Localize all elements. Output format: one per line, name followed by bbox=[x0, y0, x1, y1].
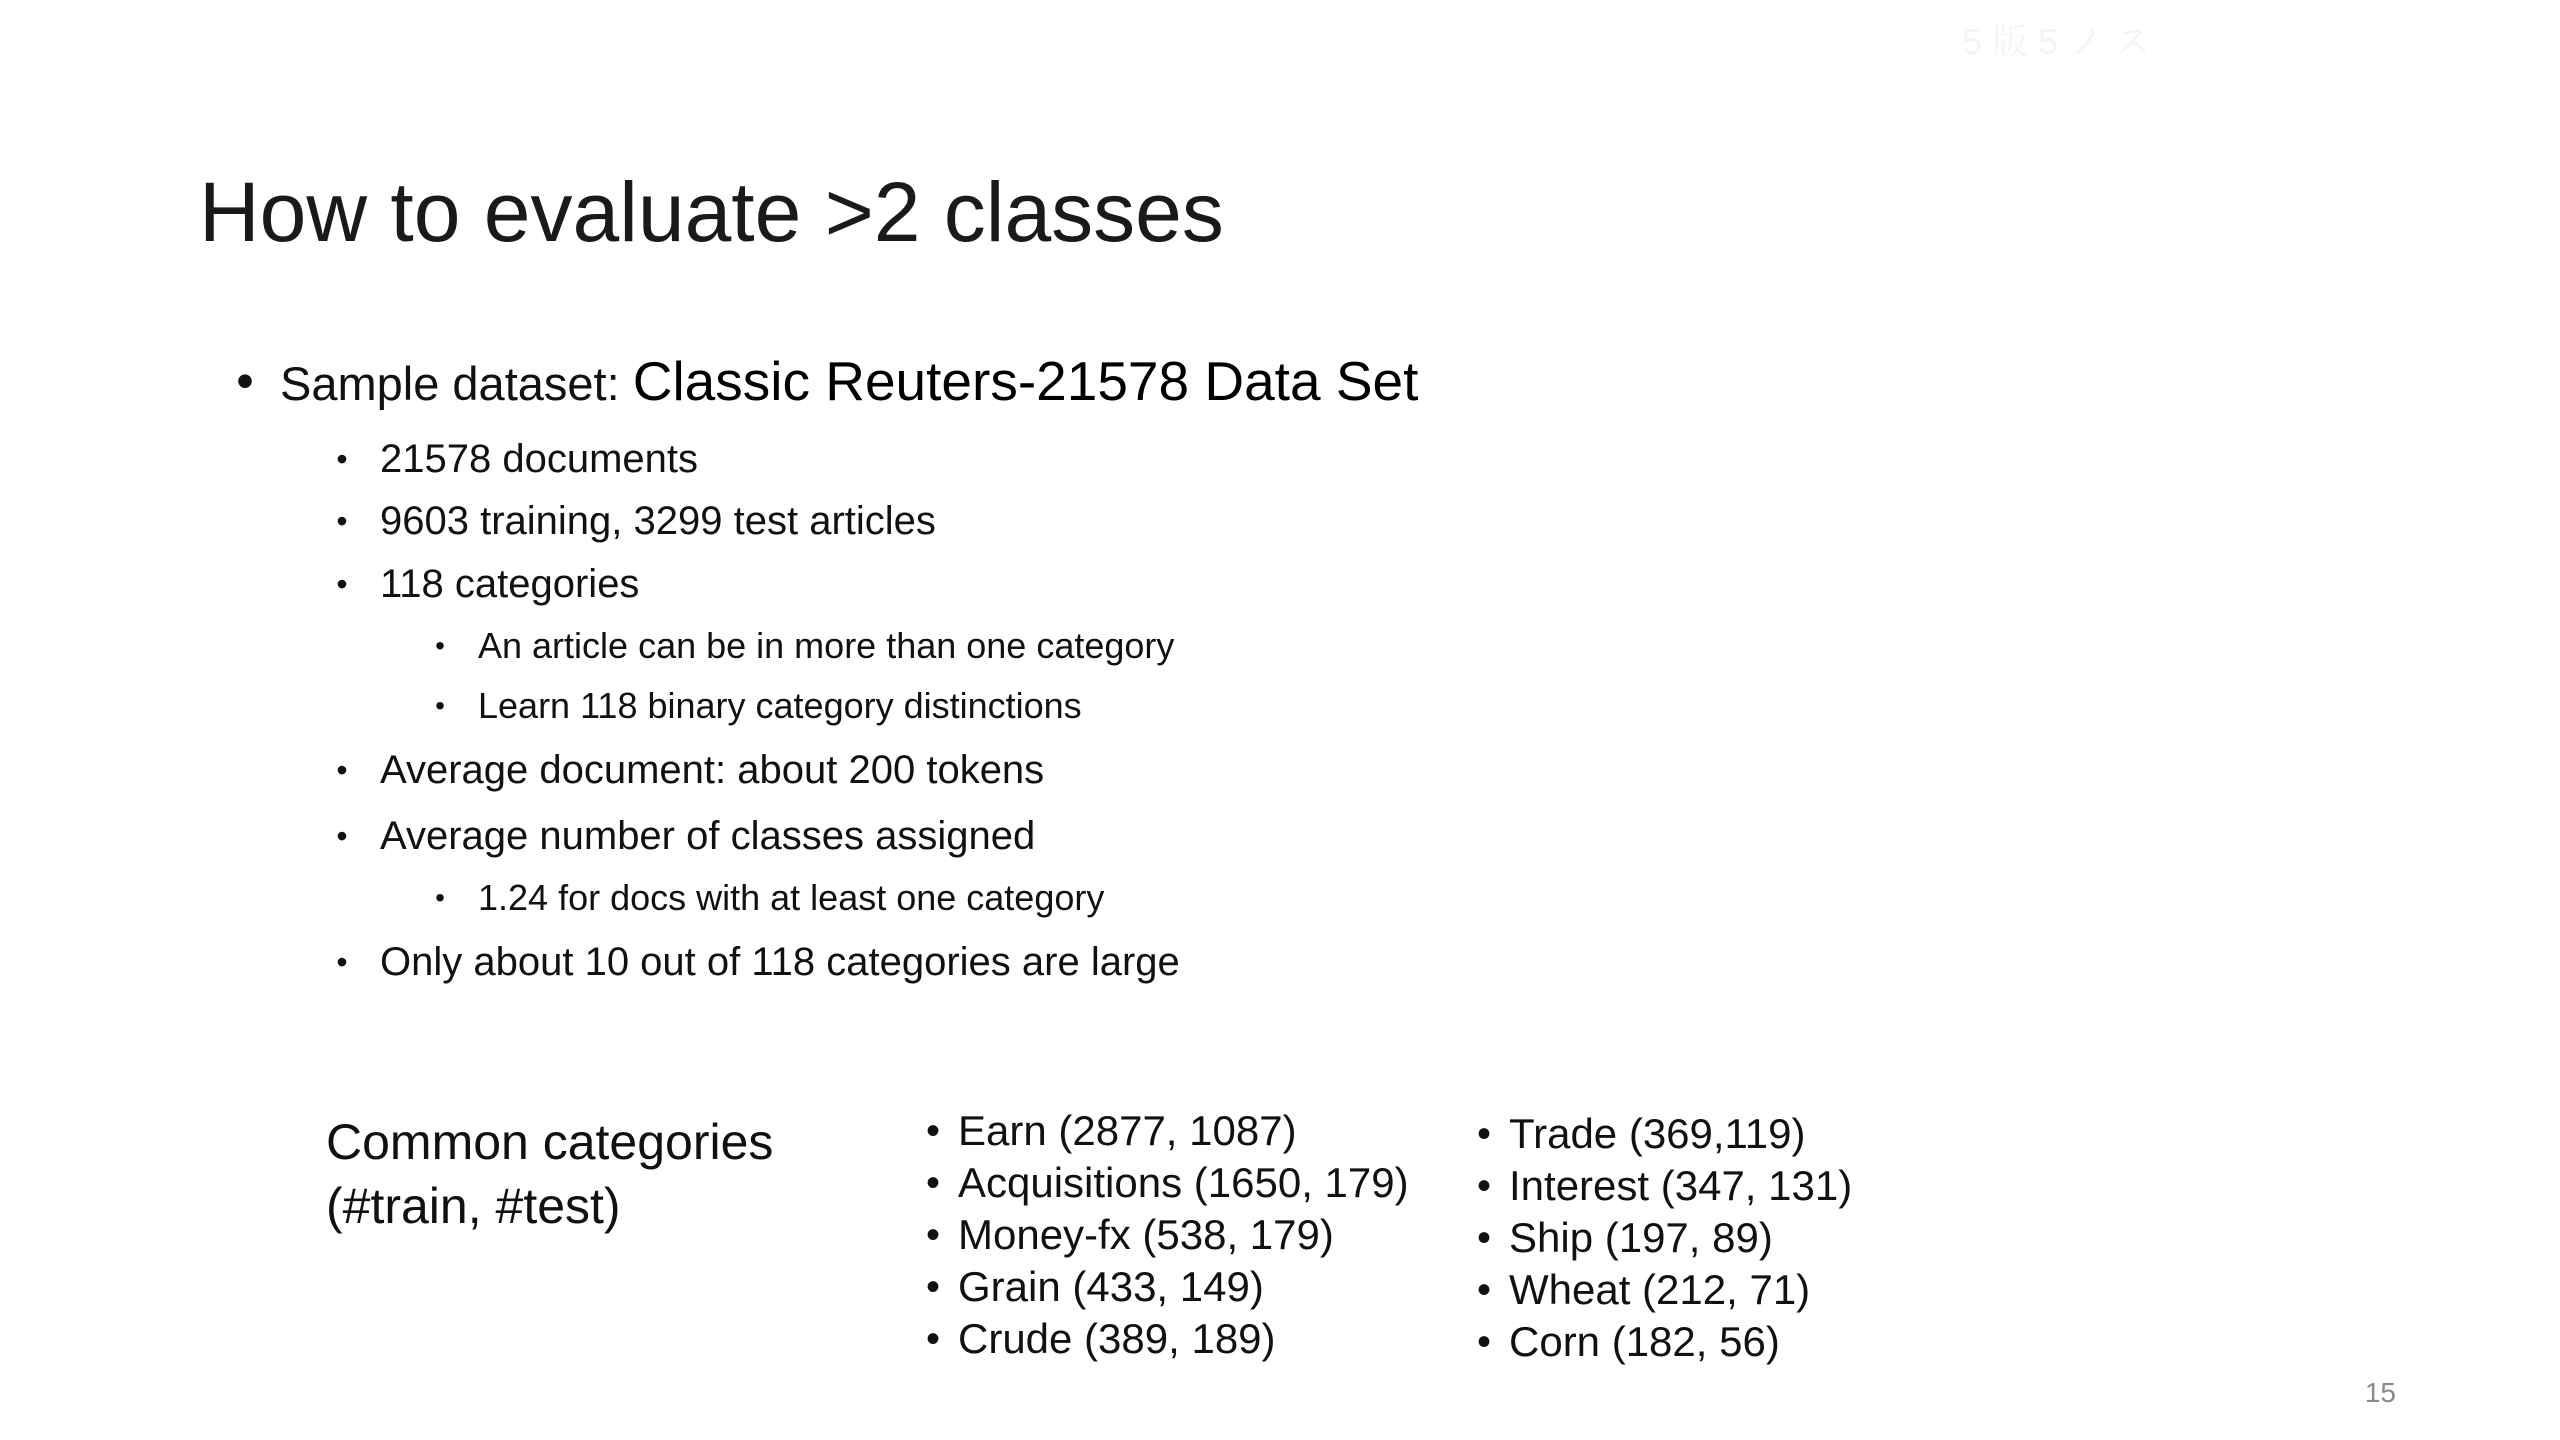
category-text: Acquisitions (1650, 179) bbox=[958, 1159, 1409, 1206]
bullet-icon: • bbox=[435, 882, 445, 913]
bullet-icon: • bbox=[336, 752, 348, 788]
category-item bbox=[926, 1105, 1409, 1157]
bullet-icon: • bbox=[336, 818, 348, 854]
bullet-icon: • bbox=[1477, 1164, 1492, 1208]
common-heading-line2: (#train, #test) bbox=[326, 1178, 621, 1234]
category-item bbox=[926, 1313, 1409, 1365]
category-item bbox=[1477, 1108, 1852, 1160]
bullet-icon: • bbox=[1477, 1112, 1492, 1156]
category-item bbox=[926, 1261, 1409, 1313]
list-item-text: 1.24 for docs with at least one category bbox=[478, 877, 1105, 918]
list-item-text: Average document: about 200 tokens bbox=[380, 748, 1045, 792]
bullet-icon: • bbox=[435, 630, 445, 661]
category-item bbox=[1477, 1160, 1852, 1212]
list-item-text: An article can be in more than one category bbox=[478, 625, 1175, 666]
common-heading-line1: Common categories bbox=[326, 1114, 774, 1170]
category-text: Money-fx (538, 179) bbox=[958, 1211, 1334, 1258]
category-column-b bbox=[1477, 1108, 1852, 1368]
category-column-a bbox=[926, 1105, 1409, 1365]
category-text: Wheat (212, 71) bbox=[1509, 1266, 1811, 1313]
bullet-icon: • bbox=[926, 1109, 941, 1153]
category-text: Trade (369,119) bbox=[1509, 1110, 1806, 1157]
bullet-icon: • bbox=[926, 1213, 941, 1257]
list-item-text: 9603 training, 3299 test articles bbox=[380, 499, 936, 543]
list-item-text: Average number of classes assigned bbox=[380, 814, 1036, 858]
category-item bbox=[926, 1157, 1409, 1209]
category-text: Interest (347, 131) bbox=[1509, 1162, 1853, 1209]
common-categories-heading bbox=[326, 1110, 773, 1238]
main-bullet-prefix: Sample dataset: bbox=[280, 357, 633, 410]
page-number: 15 bbox=[2364, 1377, 2396, 1408]
bullet-icon: • bbox=[1477, 1268, 1492, 1312]
bullet-icon: • bbox=[926, 1161, 941, 1205]
category-item bbox=[1477, 1212, 1852, 1264]
category-text: Grain (433, 149) bbox=[958, 1263, 1264, 1310]
list-item-text: Learn 118 binary category distinctions bbox=[478, 685, 1082, 726]
category-item bbox=[1477, 1264, 1852, 1316]
bullet-icon: • bbox=[926, 1265, 941, 1309]
slide-title: How to evaluate >2 classes bbox=[199, 165, 1224, 259]
bullet-icon: • bbox=[435, 690, 445, 721]
bullet-icon: • bbox=[336, 944, 348, 980]
list-item-text: Only about 10 out of 118 categories are large bbox=[380, 940, 1180, 984]
list-item-text: 118 categories bbox=[380, 562, 640, 606]
bullet-icon: • bbox=[336, 441, 348, 477]
category-text: Earn (2877, 1087) bbox=[958, 1107, 1297, 1154]
main-bullet-text bbox=[280, 348, 1418, 417]
bullet-icon: • bbox=[336, 503, 348, 539]
bullet-icon: • bbox=[926, 1317, 941, 1361]
bullet-icon: • bbox=[1477, 1320, 1492, 1364]
bullet-icon: • bbox=[1477, 1216, 1492, 1260]
category-text: Corn (182, 56) bbox=[1509, 1318, 1780, 1365]
bullet-icon: • bbox=[236, 353, 254, 409]
faint-header-text: 5 版 5 ノ ス bbox=[1962, 21, 2151, 62]
category-item bbox=[926, 1209, 1409, 1261]
category-text: Crude (389, 189) bbox=[958, 1315, 1276, 1362]
category-item bbox=[1477, 1316, 1852, 1368]
category-text: Ship (197, 89) bbox=[1509, 1214, 1773, 1261]
bullet-icon: • bbox=[336, 566, 348, 602]
list-item-text: 21578 documents bbox=[380, 437, 699, 481]
dataset-name: Classic Reuters-21578 Data Set bbox=[632, 350, 1419, 412]
